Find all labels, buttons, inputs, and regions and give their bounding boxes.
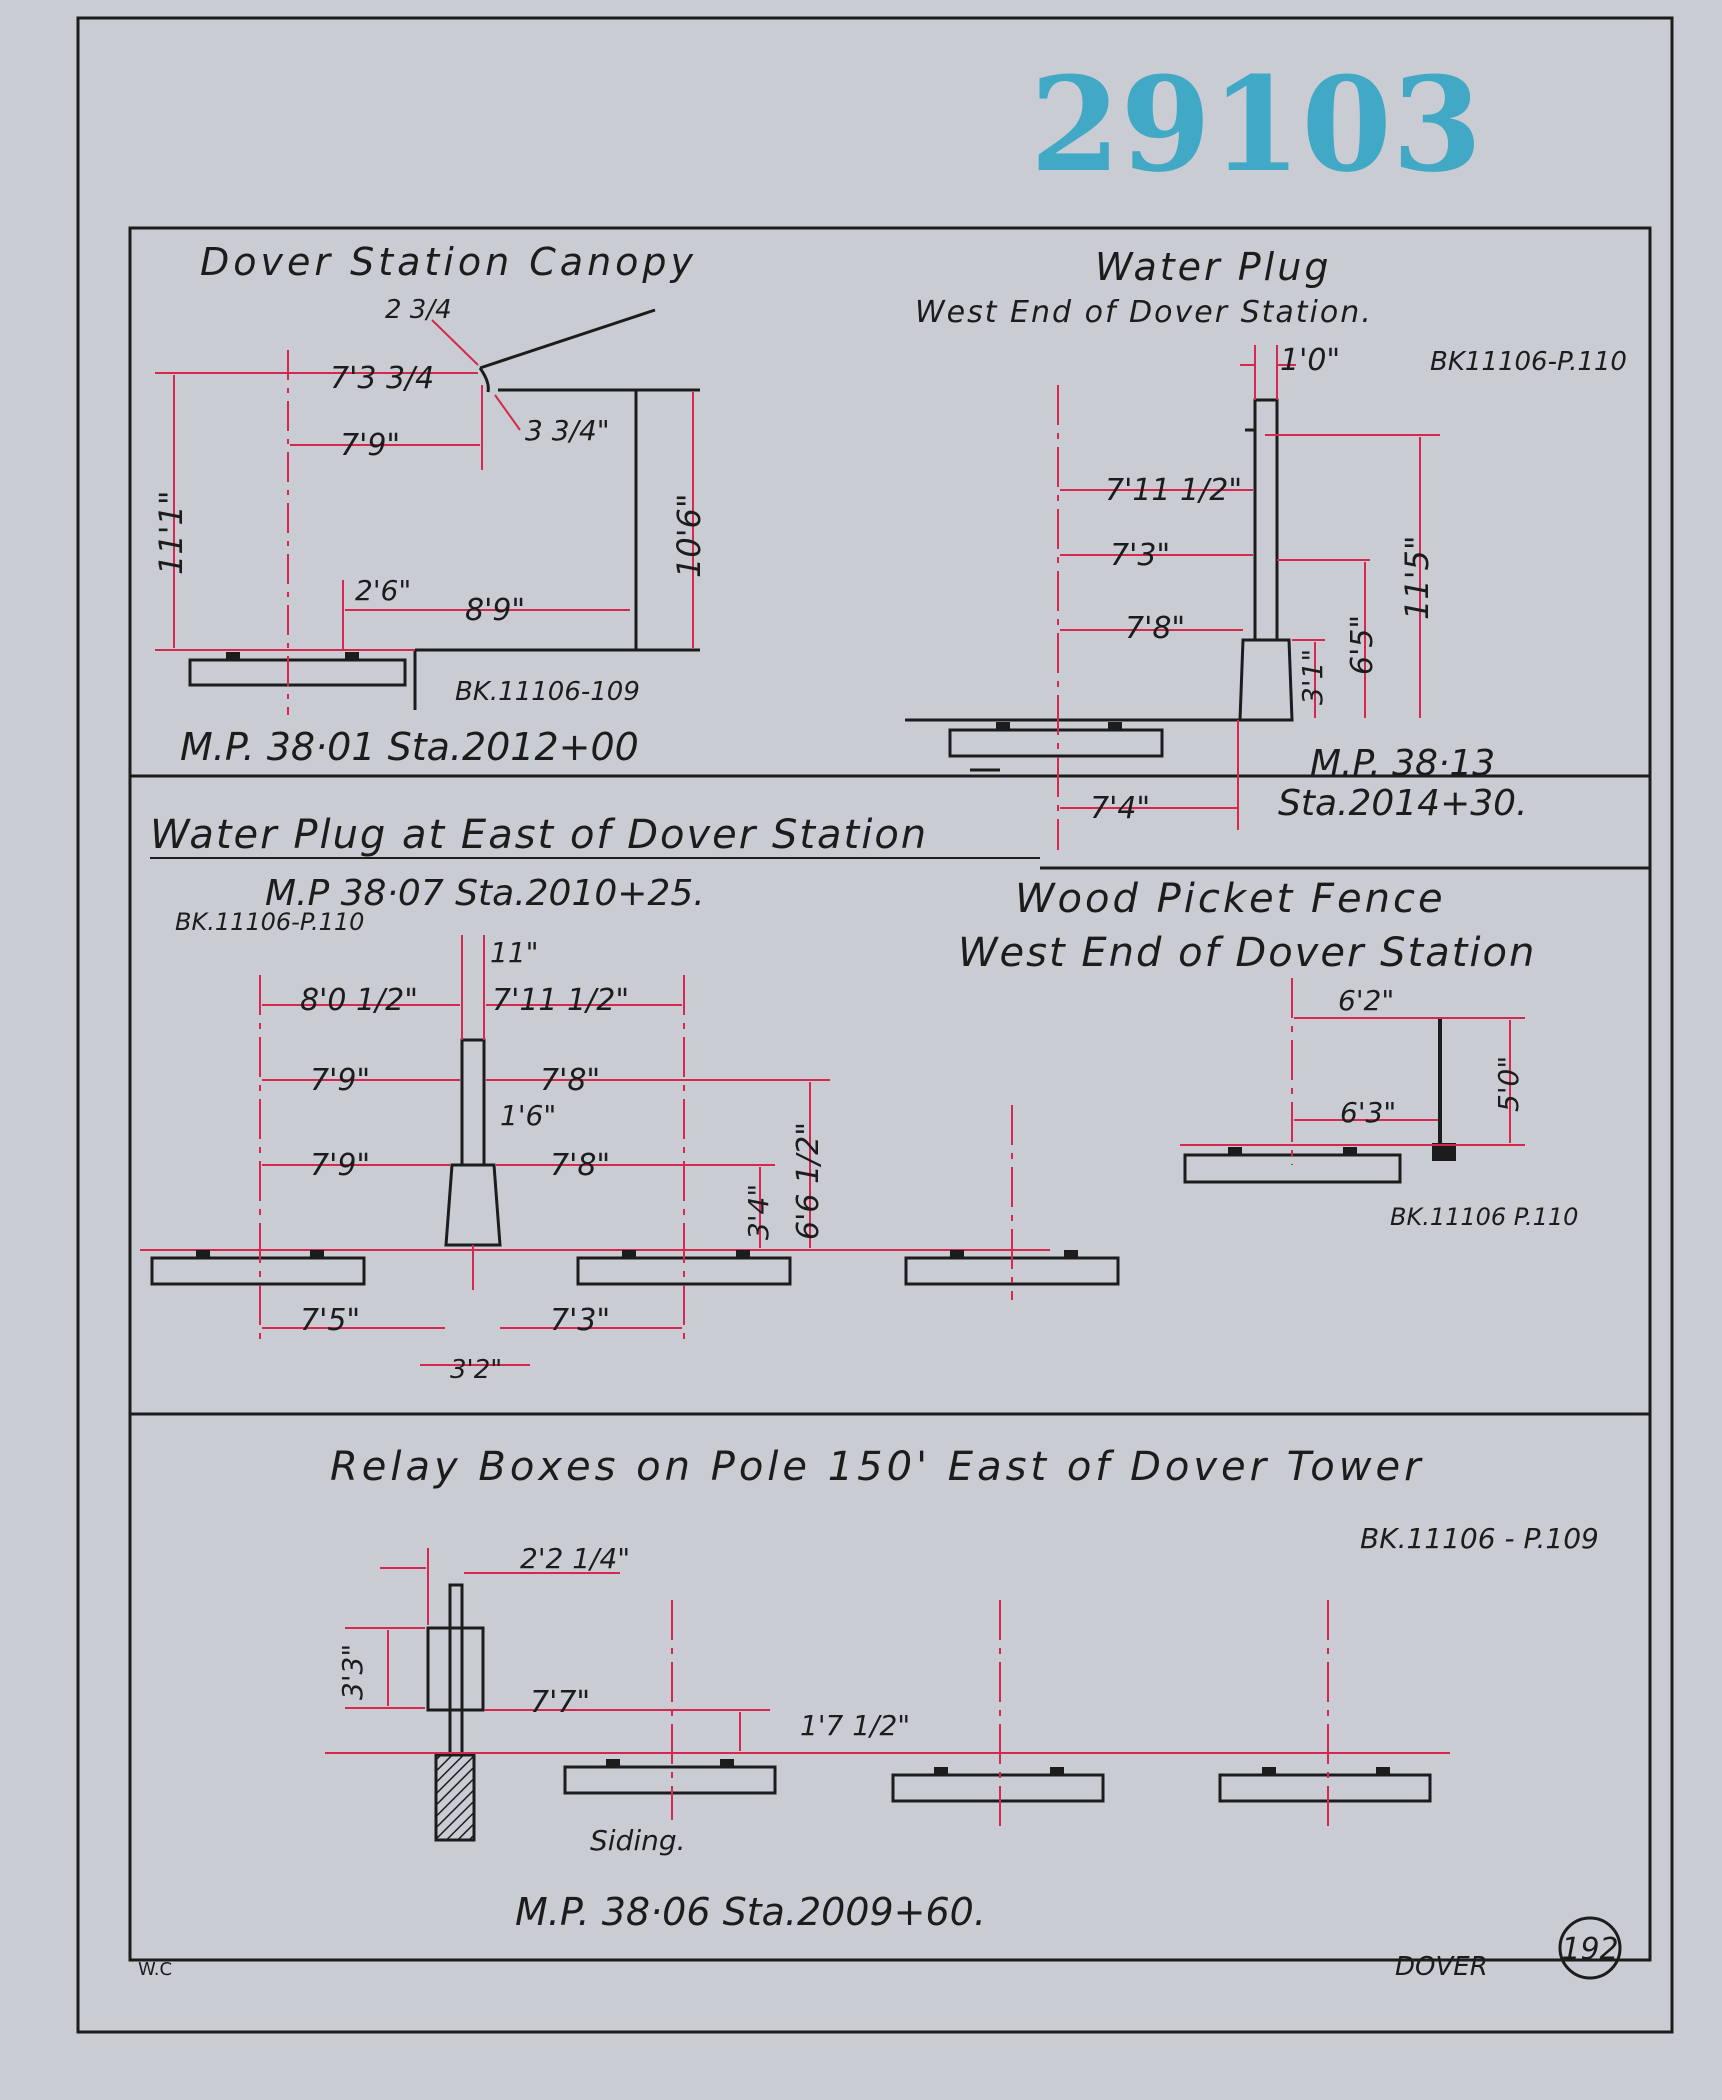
relay-dim-a: 2'2 1/4" (520, 1542, 631, 1575)
wpe-dim-k: 7'5" (300, 1303, 361, 1338)
wpw-title: Water Plug (1095, 245, 1332, 289)
wpw-dim-b: 7'11 1/2" (1105, 473, 1243, 508)
rail (1376, 1767, 1390, 1775)
wpw-dim-a: 1'0" (1280, 343, 1341, 378)
canopy-title: Dover Station Canopy (200, 240, 698, 284)
fence-subtitle: West End of Dover Station (958, 930, 1537, 976)
canopy-dim-h: 8'9" (465, 593, 526, 628)
wpe-dim-f: 1'6" (500, 1099, 557, 1132)
canopy-mp: M.P. 38·01 Sta.2012+00 (180, 725, 639, 769)
canopy-dim-f: 10'6" (670, 493, 708, 578)
rail (1050, 1767, 1064, 1775)
fence-dim-a: 6'2" (1338, 984, 1395, 1017)
rail (1343, 1147, 1357, 1155)
wpe-dim-i: 6'6 1/2" (791, 1121, 826, 1240)
wpw-dim-g: 3'1" (1296, 648, 1329, 705)
wpw-subtitle: West End of Dover Station. (915, 295, 1373, 330)
wpe-dim-d: 7'9" (310, 1063, 371, 1098)
sheet-stamp: 29103 (1030, 48, 1483, 201)
location-label: DOVER (1395, 1952, 1488, 1982)
wpe-dim-a: 11" (490, 936, 539, 969)
canopy-dim-e: 11'1" (152, 490, 190, 575)
relay-dim-c: 7'7" (530, 1685, 591, 1720)
relay-dim-d: 1'7 1/2" (800, 1709, 911, 1742)
drafter-initials: W.C (138, 1959, 173, 1980)
wpw-dim-c: 7'3" (1110, 538, 1171, 573)
wpw-dim-e: 11'5" (1398, 535, 1436, 620)
wpw-dim-f: 6'5" (1345, 614, 1380, 675)
wpw-mp: M.P. 38·13 (1310, 743, 1496, 784)
fence-book: BK.11106 P.110 (1390, 1203, 1579, 1231)
wpe-dim-j: 3'4" (742, 1183, 775, 1240)
wpe-dim-g: 7'9" (310, 1148, 371, 1183)
fence-title: Wood Picket Fence (1015, 876, 1446, 922)
wpe-dim-e: 7'8" (540, 1063, 601, 1098)
rail (622, 1250, 636, 1258)
rail (736, 1250, 750, 1258)
relay-mp: M.P. 38·06 Sta.2009+60. (515, 1890, 986, 1934)
rail (1108, 722, 1122, 730)
wpe-dim-h: 7'8" (550, 1148, 611, 1183)
fence-dim-c: 6'3" (1340, 1096, 1397, 1129)
rail (950, 1250, 964, 1258)
relay-book: BK.11106 - P.109 (1360, 1522, 1599, 1555)
relay-title: Relay Boxes on Pole 150' East of Dover Tower (330, 1444, 1425, 1490)
rail (1064, 1250, 1078, 1258)
wpe-dim-l: 7'3" (550, 1303, 611, 1338)
rail (934, 1767, 948, 1775)
canopy-dim-g: 2'6" (355, 574, 412, 607)
rail (1262, 1767, 1276, 1775)
canopy-dim-c: 7'9" (340, 428, 401, 463)
relay-siding-label: Siding. (590, 1824, 686, 1857)
wpe-title: Water Plug at East of Dover Station (150, 812, 929, 858)
rail (1228, 1147, 1242, 1155)
wpe-dim-c: 7'11 1/2" (492, 983, 630, 1018)
wpe-dim-b: 8'0 1/2" (300, 983, 419, 1018)
fence-dim-b: 5'0" (1492, 1055, 1525, 1112)
rail (196, 1250, 210, 1258)
canopy-dim-a: 2 3/4 (385, 295, 452, 325)
wpe-dim-m: 3'2" (450, 1355, 503, 1385)
wpe-book: BK.11106-P.110 (175, 908, 365, 936)
relay-dim-b: 3'3" (336, 1643, 369, 1700)
pole-base (436, 1755, 474, 1840)
wpw-sta: Sta.2014+30. (1278, 783, 1528, 824)
rail (345, 652, 359, 660)
rail (720, 1759, 734, 1767)
wpe-mp: M.P 38·07 Sta.2010+25. (265, 873, 705, 914)
canopy-book: BK.11106-109 (455, 677, 640, 707)
rail (226, 652, 240, 660)
rail (996, 722, 1010, 730)
wpw-dim-h: 7'4" (1090, 791, 1151, 826)
sheet-number: 192 (1561, 1932, 1619, 1967)
canopy-dim-b: 7'3 3/4 (330, 361, 435, 396)
rail (606, 1759, 620, 1767)
wpw-book: BK11106-P.110 (1430, 347, 1627, 377)
rail (310, 1250, 324, 1258)
canopy-dim-d: 3 3/4" (525, 414, 610, 447)
wpw-dim-d: 7'8" (1125, 611, 1186, 646)
